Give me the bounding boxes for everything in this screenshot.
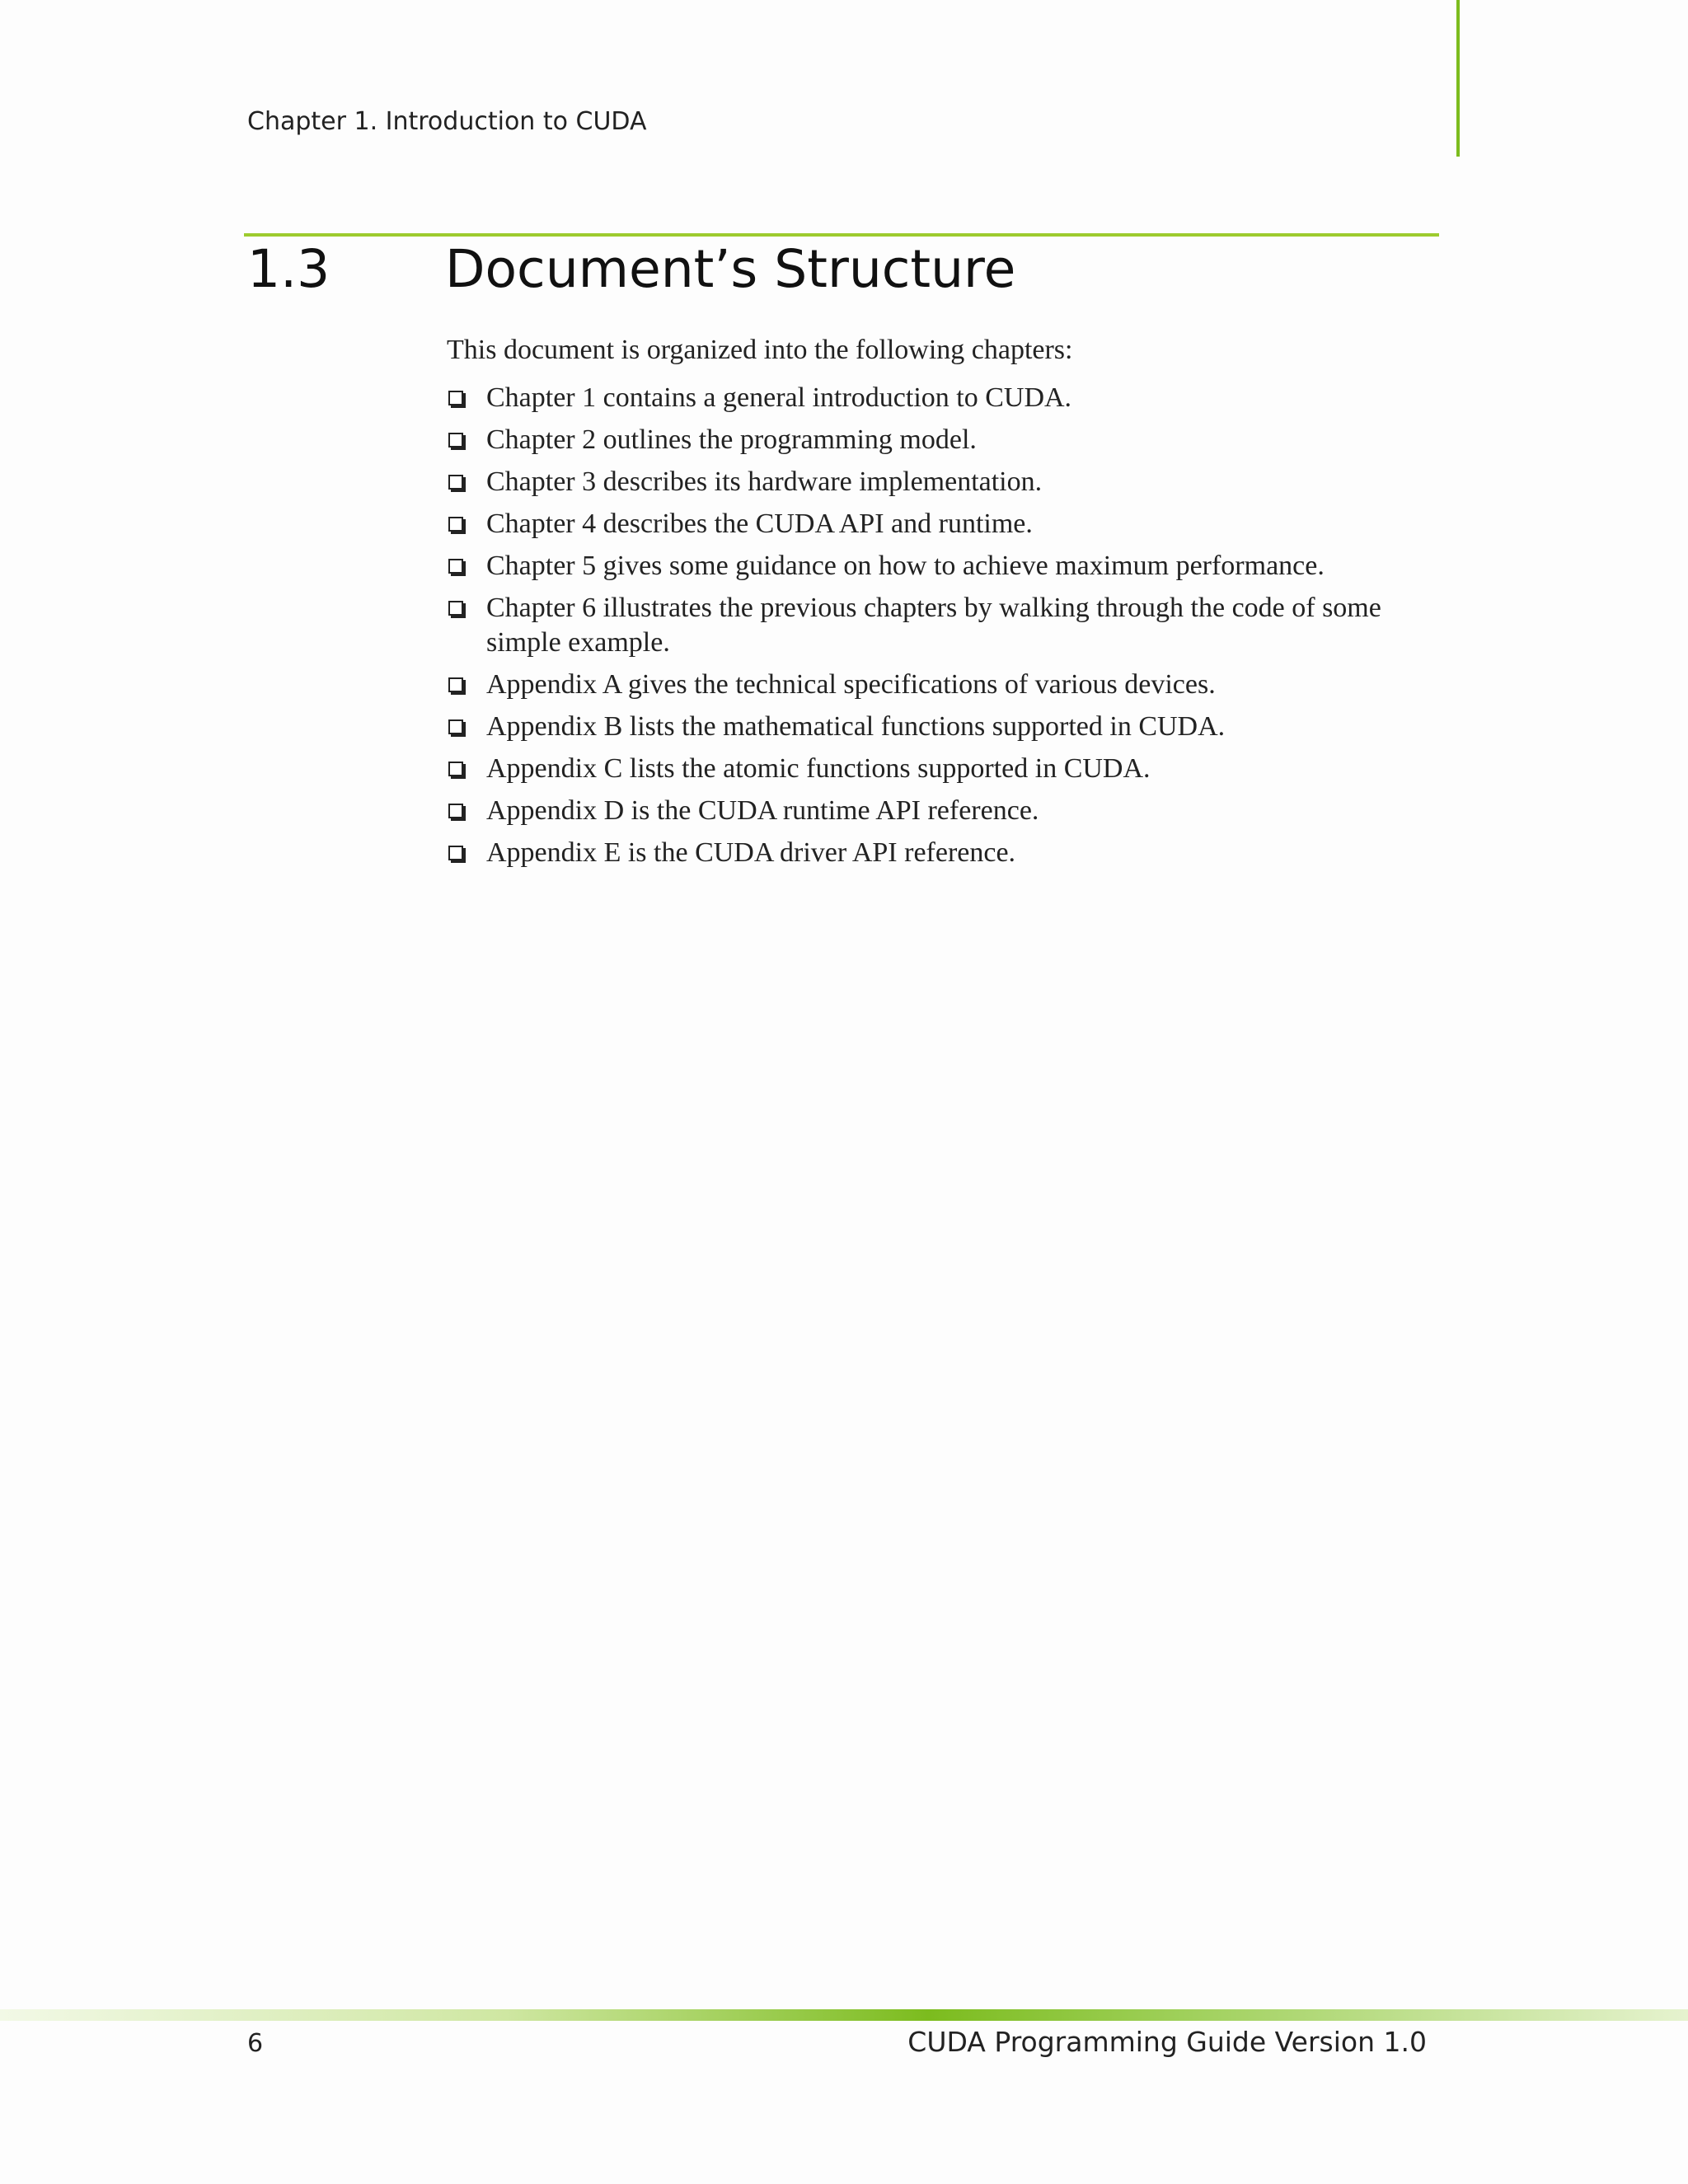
list-item-text: Chapter 4 describes the CUDA API and runtime. bbox=[486, 509, 1033, 539]
list-item bbox=[447, 836, 1452, 870]
checkbox-bullet-icon bbox=[448, 762, 463, 776]
running-header: Chapter 1. Introduction to CUDA bbox=[247, 107, 647, 136]
list-item-text: Appendix A gives the technical specifications of various devices. bbox=[486, 669, 1216, 700]
list-item bbox=[447, 710, 1452, 744]
checkbox-bullet-icon bbox=[448, 433, 463, 448]
corner-accent-bar bbox=[1456, 0, 1460, 157]
list-item-text: Chapter 6 illustrates the previous chapters by walking through the code of some simple example. bbox=[486, 593, 1381, 658]
section-rule bbox=[244, 233, 1439, 237]
list-item-text: Chapter 3 describes its hardware implementation. bbox=[486, 466, 1043, 497]
footer-gradient-bar bbox=[0, 2009, 1688, 2021]
list-item bbox=[447, 668, 1452, 702]
section-number: 1.3 bbox=[247, 239, 331, 299]
checkbox-bullet-icon bbox=[448, 391, 463, 405]
list-item bbox=[447, 591, 1452, 660]
checkbox-bullet-icon bbox=[448, 517, 463, 532]
chapter-list bbox=[447, 381, 1452, 878]
list-item bbox=[447, 465, 1452, 499]
list-item-text: Appendix E is the CUDA driver API reference. bbox=[486, 837, 1016, 868]
checkbox-bullet-icon bbox=[448, 601, 463, 616]
list-item-text: Chapter 5 gives some guidance on how to achieve maximum performance. bbox=[486, 551, 1325, 581]
list-item-text: Chapter 2 outlines the programming model. bbox=[486, 424, 977, 455]
checkbox-bullet-icon bbox=[448, 475, 463, 490]
checkbox-bullet-icon bbox=[448, 677, 463, 692]
list-item-text: Appendix B lists the mathematical functions supported in CUDA. bbox=[486, 711, 1226, 742]
list-item-text: Appendix D is the CUDA runtime API reference. bbox=[486, 795, 1039, 826]
checkbox-bullet-icon bbox=[448, 559, 463, 574]
list-item bbox=[447, 381, 1452, 415]
section-intro: This document is organized into the following chapters: bbox=[447, 335, 1073, 365]
list-item-text: Appendix C lists the atomic functions supported in CUDA. bbox=[486, 753, 1151, 784]
checkbox-bullet-icon bbox=[448, 846, 463, 860]
page-number: 6 bbox=[247, 2029, 264, 2058]
list-item bbox=[447, 794, 1452, 828]
list-item bbox=[447, 752, 1452, 786]
list-item bbox=[447, 507, 1452, 541]
list-item-text: Chapter 1 contains a general introduction to CUDA. bbox=[486, 382, 1072, 413]
section-title: Document’s Structure bbox=[445, 239, 1016, 299]
list-item bbox=[447, 549, 1452, 583]
checkbox-bullet-icon bbox=[448, 719, 463, 734]
checkbox-bullet-icon bbox=[448, 804, 463, 818]
footer-document-title: CUDA Programming Guide Version 1.0 bbox=[907, 2026, 1427, 2058]
list-item bbox=[447, 423, 1452, 457]
